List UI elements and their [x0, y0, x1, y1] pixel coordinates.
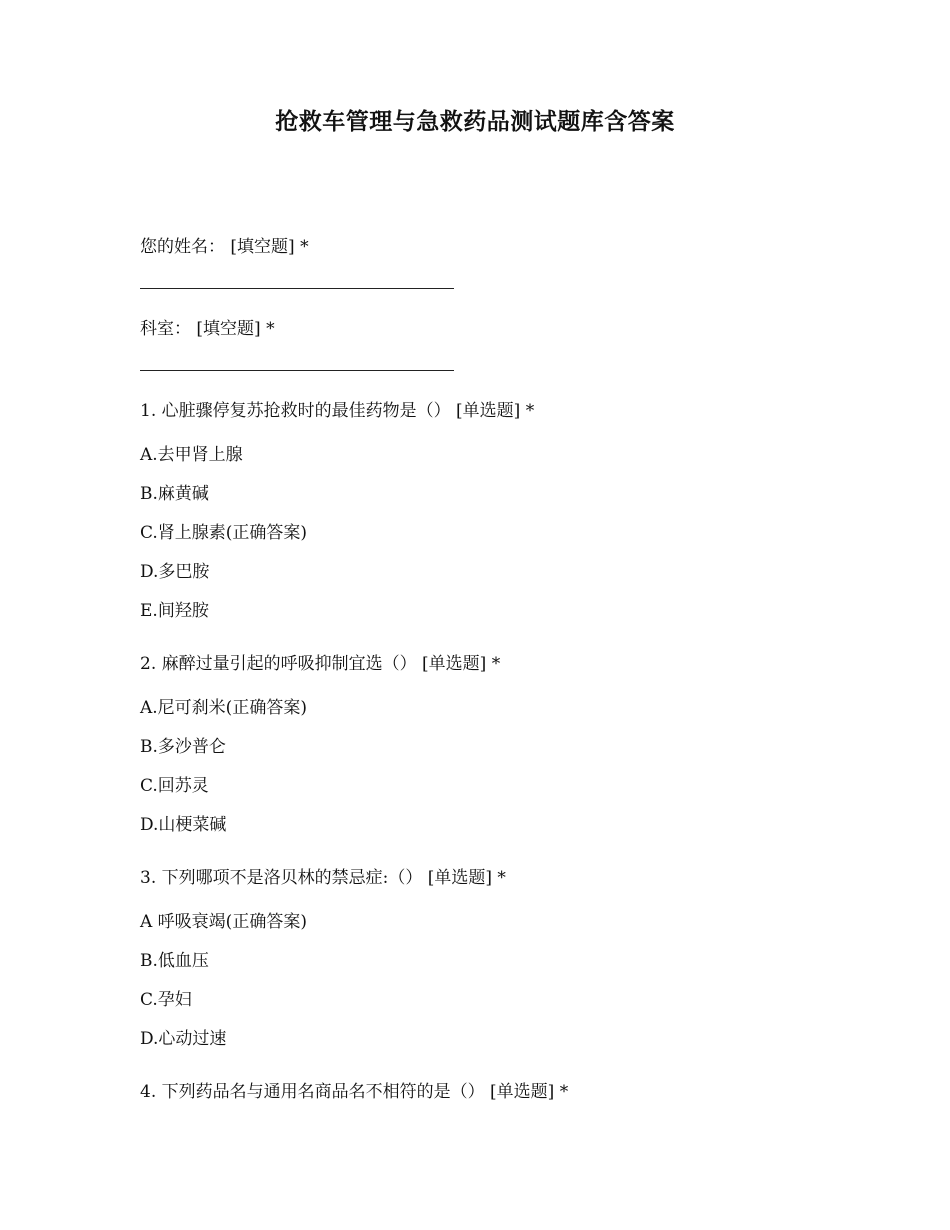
- question-2-option-b[interactable]: B.多沙普仑: [140, 737, 226, 757]
- question-1-option-e[interactable]: E.间羟胺: [140, 601, 209, 621]
- question-1-option-d[interactable]: D.多巴胺: [140, 562, 210, 582]
- document-title: 抢救车管理与急救药品测试题库含答案: [275, 109, 675, 135]
- question-3-option-d[interactable]: D.心动过速: [140, 1029, 227, 1049]
- question-3-option-a[interactable]: A 呼吸衰竭(正确答案): [140, 912, 307, 932]
- question-1-option-b[interactable]: B.麻黄碱: [140, 484, 209, 504]
- question-1-option-a[interactable]: A.去甲肾上腺: [140, 445, 243, 465]
- question-1-option-c[interactable]: C.肾上腺素(正确答案): [140, 523, 308, 543]
- department-field-label: 科室： [填空题] *: [140, 319, 275, 339]
- question-3-option-b[interactable]: B.低血压: [140, 951, 209, 971]
- question-2-text: 2. 麻醉过量引起的呼吸抑制宜选（） [单选题] *: [140, 654, 501, 674]
- question-2-option-a[interactable]: A.尼可刹米(正确答案): [140, 698, 307, 718]
- question-2-option-d[interactable]: D.山梗菜碱: [140, 815, 227, 835]
- question-2-option-c[interactable]: C.回苏灵: [140, 776, 209, 796]
- question-4-text: 4. 下列药品名与通用名商品名不相符的是（） [单选题] *: [140, 1082, 569, 1102]
- name-field-label: 您的姓名： [填空题] *: [140, 237, 309, 257]
- document-content: [140, 234, 860, 1105]
- question-1-text: 1. 心脏骤停复苏抢救时的最佳药物是（） [单选题] *: [140, 401, 535, 421]
- question-3-option-c[interactable]: C.孕妇: [140, 990, 192, 1010]
- question-3-text: 3. 下列哪项不是洛贝林的禁忌症:（） [单选题] *: [140, 868, 506, 888]
